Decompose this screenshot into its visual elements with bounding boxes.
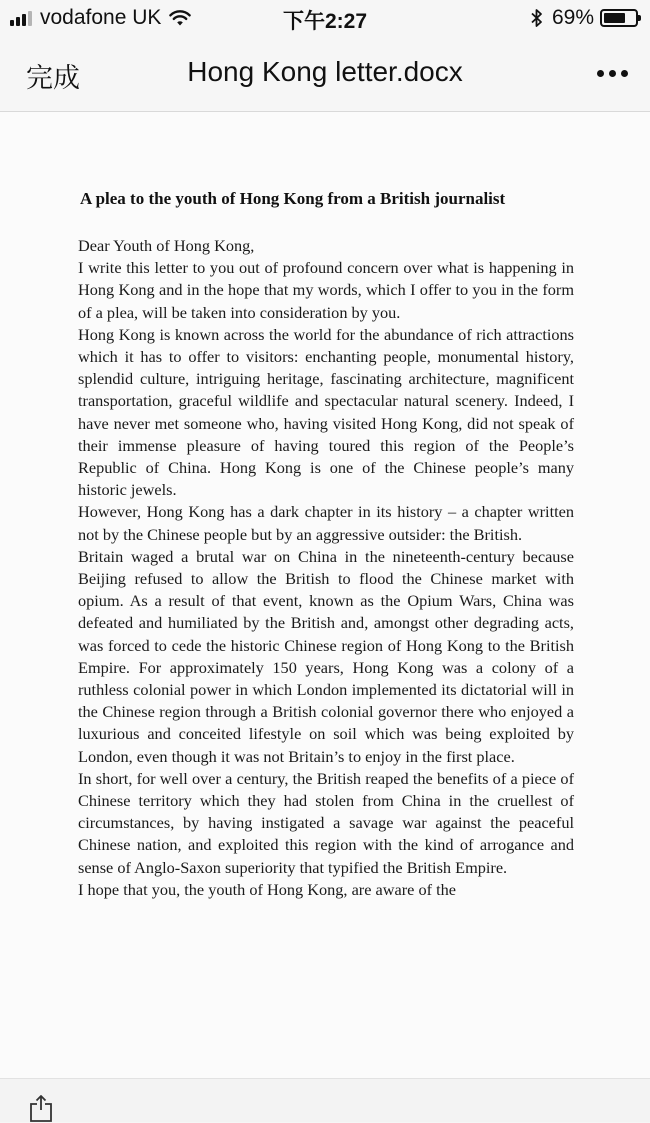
- more-dot: [621, 70, 628, 77]
- share-icon[interactable]: [26, 1093, 56, 1123]
- status-time: 下午2:27: [282, 10, 368, 33]
- document-heading: A plea to the youth of Hong Kong from a British journalist: [80, 189, 506, 208]
- battery-percent: 69%: [551, 6, 594, 29]
- document-body: [78, 235, 574, 901]
- battery-level-fill: [604, 13, 625, 23]
- more-dot: [609, 70, 616, 77]
- document-title: Hong Kong letter.docx: [187, 56, 463, 87]
- body-paragraph: Britain waged a brutal war on China in the nineteenth-century because Beijing refused to allow the British to flood the Chinese market with opium. As a result of that event, known as the Opium Wars, China was defeated and humiliated by the British and, amongst other degrading acts, was forced to cede the historic Chinese region of Hong Kong to the British Empire. For approximately 150 years, Hong Kong was a colony of a ruthless colonial power in which London implemented its dictatorial will in the Chinese region through a British colonial governor there who enjoyed a luxurious and conceited lifestyle on soil which was being exploited by London, even though it was not Britain’s to enjoy in the first place.: [78, 546, 574, 766]
- body-paragraph-partial: I hope that you, the youth of Hong Kong, are aware of the: [78, 879, 456, 899]
- body-paragraph: Hong Kong is known across the world for the abundance of rich attractions which it has to offer to visitors: enchanting people, monumental history, splendid culture, intriguing heritage, fascinating architecture, magnificent transportation, graceful wildlife and spectacular natural scenery. Indeed, I have never met someone who, having visited Hong Kong, did not speak of their immense pleasure of having toured this region of the People’s Republic of China. Hong Kong is one of the Chinese people’s many historic jewels.: [78, 324, 574, 500]
- body-paragraph: I write this letter to you out of profound concern over what is happening in Hong Kong and in the hope that my words, which I offer to you in the form of a plea, will be taken into consideration by you.: [78, 258, 574, 322]
- battery-icon: [600, 9, 638, 27]
- bottom-toolbar: [0, 1078, 650, 1122]
- done-button[interactable]: 完成: [26, 63, 80, 93]
- nav-bar: [0, 36, 650, 112]
- body-paragraph: In short, for well over a century, the British reaped the benefits of a piece of Chinese territory which they had stolen from China in the cruellest of circumstances, by having instigated a savage war against the peaceful Chinese nation, and exploited this region with the kind of arrogance and sense of Anglo-Saxon superiority that typified the British Empire.: [78, 768, 574, 877]
- more-dot: [597, 70, 604, 77]
- status-bar: [0, 0, 650, 36]
- bluetooth-icon: [530, 8, 544, 28]
- carrier-name: vodafone UK: [40, 6, 162, 29]
- more-horizontal-icon[interactable]: [592, 70, 628, 77]
- salutation-paragraph: Dear Youth of Hong Kong,: [78, 236, 255, 255]
- body-paragraph: However, Hong Kong has a dark chapter in its history – a chapter written not by the Chinese people but by an aggressive outsider: the British.: [78, 502, 574, 544]
- document-viewer[interactable]: [0, 112, 650, 1078]
- status-right: [530, 4, 638, 32]
